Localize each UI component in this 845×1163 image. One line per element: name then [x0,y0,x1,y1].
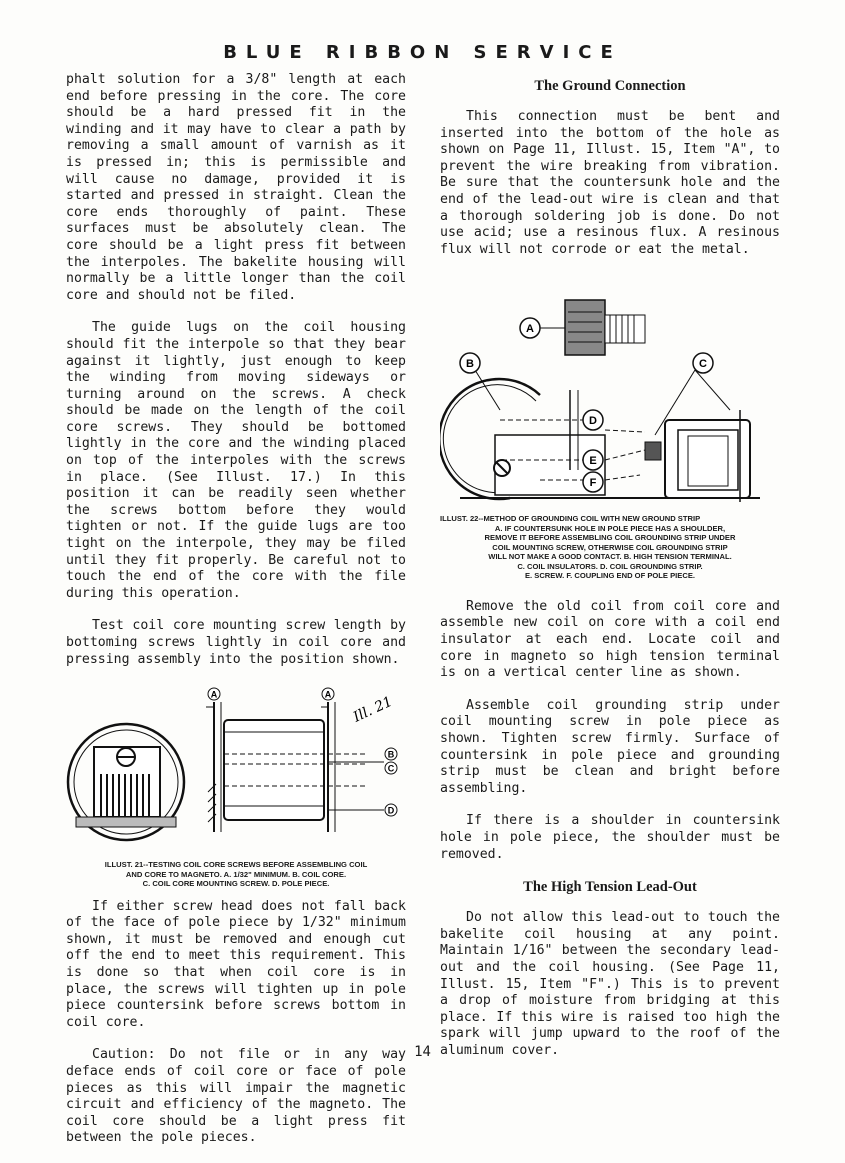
right-paragraph-3: Assemble coil grounding strip under coil mounting screw in pole piece as shown. Tighten screw firmly. Surface of countersink in pole piece and grounding strip must be clean and bright before assembling. [440,697,780,796]
left-paragraph-5: Caution: Do not file or in any way deface ends of coil core or face of pole pieces as this will impair the magnetic circuit and efficiency of the magneto. The coil core should be a light press fit between the pole pieces. [66,1047,406,1146]
fig21-label-d: D [387,805,395,816]
illustration-22 [440,270,780,508]
heading-ground-connection: The Ground Connection [534,78,686,94]
fig21-caption-line-2: AND CORE TO MAGNETO. A. 1/32" MINIMUM. B. COIL CORE. [125,869,347,879]
illustration-21-caption [66,860,406,889]
illustration-21-drawing [66,682,406,854]
right-paragraph-5: Do not allow this lead-out to touch the bakelite coil housing at any point. Maintain 1/16" between the secondary lead-out and the coil housing. (See Page 11, Illust. 15, Item "F".) This is to prevent a drop of moisture from bridging at this place. If this wire is raised too high the spark will jump upward to the roof of the aluminum cover. [440,910,780,1058]
fig21-label-a-right: A [324,689,332,700]
left-paragraph-4: If either screw head does not fall back of the face of pole piece by 1/32" minimum shown, it must be removed and enough cut off the end to meet this requirement. This is done so that when coil core is in place, the screws will tighten up in pole piece countersink before screws bottom in coil core. [66,898,406,1030]
fig22-caption-line-3: REMOVE IT BEFORE ASSEMBLING COIL GROUNDING STRIP UNDER [484,533,736,543]
fig22-caption-line-6: C. COIL INSULATORS. D. COIL GROUNDING STRIP. [517,561,703,571]
illustration-22-caption [440,514,780,581]
fig21-handwriting: Ill. 21 [350,693,396,726]
fig21-caption-line-3: C. COIL CORE MOUNTING SCREW. D. POLE PIECE. [142,879,330,889]
page-number: 14 [414,1044,431,1060]
fig22-caption-line-2: A. IF COUNTERSUNK HOLE IN POLE PIECE HAS A SHOULDER, [494,523,726,533]
heading-high-tension-lead-out: The High Tension Lead-Out [523,879,697,896]
fig22-caption-line-1: ILLUST. 22--METHOD OF GROUNDING COIL WITH NEW GROUND STRIP [440,514,701,524]
illustration-21 [66,682,406,854]
right-column [440,78,780,1076]
fig22-caption-line-4: COIL MOUNTING SCREW, OTHERWISE COIL GROUNDING STRIP [492,542,728,552]
right-paragraph-1: This connection must be bent and inserted into the bottom of the hole as shown on Page 11, Illust. 15, Item "A", to prevent the wire breaking from vibration. Be sure that the countersunk hole and the end of the lead-out wire is clean and that a thorough soldering job is done. Do not use acid; use a resinous flux. A resinous flux will not corrode or eat the metal. [440,109,780,257]
left-paragraph-2: The guide lugs on the coil housing should fit the interpole so that they bear against it lightly, just enough to keep the winding from moving sideways or turning around on the screws. A check should be made on the length of the coil core screws. They should be bottomed lightly in the core and the winding placed on top of the interpoles with the screws in place. (See Illust. 17.) In this position it can be readily seen whether the screws bottom before they would tighten or not. If the guide lugs are too tight on the interpole, they may be filed until they fit properly. Be careful not to touch the end of the core with the file during this operation. [66,320,406,601]
left-paragraph-1: phalt solution for a 3/8" length at each end before pressing in the core. The core should be a hard pressed fit in the winding and it may have to clear a path by removing a small amount of varnish as it is pressed in; this is permissible and will cause no damage, provided it is started and pressed in straight. Clean the core ends thoroughly of paint. These surfaces must be absolutely clean. The core should be a light press fit between the interpoles. The bakelite housing will normally be a little longer than the coil core and should not be filed. [66,72,406,303]
fig22-caption-line-5: WILL NOT MAKE A GOOD CONTACT. B. HIGH TENSION TERMINAL. [488,552,732,562]
fig22-label-e: E [589,455,597,468]
fig22-label-b: B [466,358,474,371]
left-paragraph-3: Test coil core mounting screw length by bottoming screws lightly in coil core and pressing assembly into the position shown. [66,618,406,667]
fig22-label-a: A [526,323,534,336]
fig21-label-b: B [387,749,395,760]
fig22-label-c: C [699,358,707,371]
fig21-label-a-top: A [210,689,218,700]
fig21-label-c: C [387,763,395,774]
right-paragraph-4: If there is a shoulder in countersink hole in pole piece, the shoulder must be removed. [440,813,780,862]
illustration-22-drawing [440,270,780,508]
fig21-caption-line-1: ILLUST. 21--TESTING COIL CORE SCREWS BEFORE ASSEMBLING COIL [104,860,368,870]
fig22-label-d: D [589,415,597,428]
page-header: BLUE RIBBON SERVICE [223,42,622,63]
right-paragraph-2: Remove the old coil from coil core and assemble new coil on core with a coil end insulator at each end. Locate coil and core in magneto so high tension terminal is on a vertical center line as shown. [440,598,780,681]
left-column [66,72,406,1163]
fig22-label-f: F [589,477,597,490]
fig22-caption-line-7: E. SCREW. F. COUPLING END OF POLE PIECE. [524,571,696,581]
